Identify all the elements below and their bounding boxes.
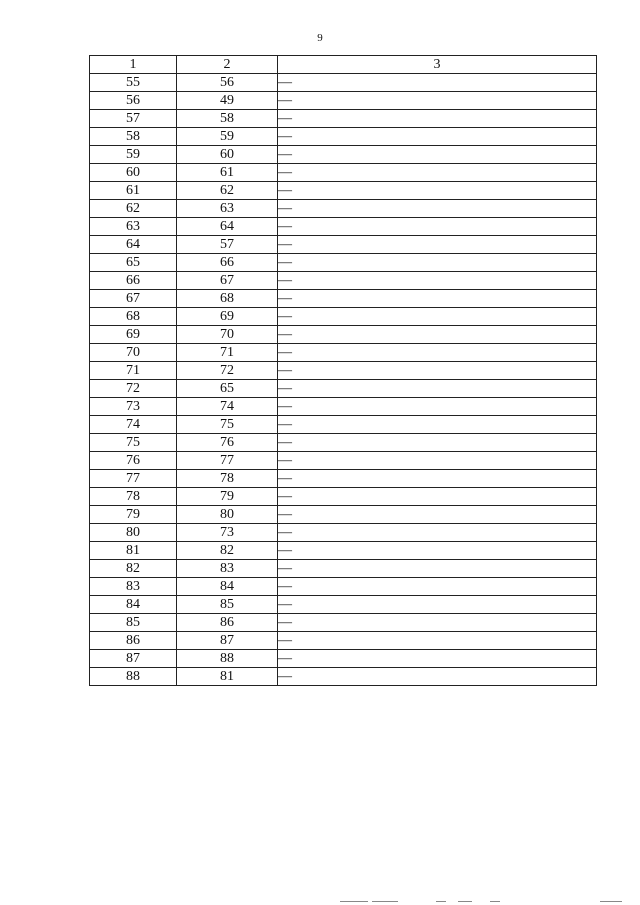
table-cell-col-2: 75	[177, 416, 278, 434]
table-cell-col-3: —	[278, 272, 597, 290]
table-row	[90, 290, 597, 308]
table-cell-col-3: —	[278, 470, 597, 488]
table-row	[90, 506, 597, 524]
table-row	[90, 596, 597, 614]
table-cell-col-1: 64	[90, 236, 177, 254]
table-cell-col-1: 73	[90, 398, 177, 416]
table-row	[90, 614, 597, 632]
table-row	[90, 452, 597, 470]
table-cell-col-1: 70	[90, 344, 177, 362]
table-cell-col-3: —	[278, 200, 597, 218]
table-cell-col-2: 61	[177, 164, 278, 182]
table-cell-col-2: 56	[177, 74, 278, 92]
table-cell-col-2: 83	[177, 560, 278, 578]
table-cell-col-2: 74	[177, 398, 278, 416]
table-cell-col-3: —	[278, 452, 597, 470]
table-cell-col-3: —	[278, 110, 597, 128]
table-cell-col-1: 60	[90, 164, 177, 182]
table-row	[90, 362, 597, 380]
table-cell-col-1: 82	[90, 560, 177, 578]
table-cell-col-2: 77	[177, 452, 278, 470]
table-row	[90, 470, 597, 488]
table-row	[90, 380, 597, 398]
table-cell-col-1: 63	[90, 218, 177, 236]
table-cell-col-1: 71	[90, 362, 177, 380]
table-row	[90, 164, 597, 182]
table-cell-col-2: 84	[177, 578, 278, 596]
table-cell-col-3: —	[278, 308, 597, 326]
table-row	[90, 488, 597, 506]
table-cell-col-1: 78	[90, 488, 177, 506]
table-cell-col-1: 72	[90, 380, 177, 398]
table-cell-col-2: 73	[177, 524, 278, 542]
table-cell-col-2: 69	[177, 308, 278, 326]
table-cell-col-1: 87	[90, 650, 177, 668]
table-cell-col-2: 79	[177, 488, 278, 506]
table-cell-col-2: 65	[177, 380, 278, 398]
table-cell-col-3: —	[278, 254, 597, 272]
table-cell-col-2: 88	[177, 650, 278, 668]
table-row	[90, 308, 597, 326]
table-cell-col-1: 81	[90, 542, 177, 560]
table-cell-col-3: —	[278, 524, 597, 542]
table-row	[90, 578, 597, 596]
table-cell-col-3: —	[278, 542, 597, 560]
table-cell-col-2: 62	[177, 182, 278, 200]
table-cell-col-1: 59	[90, 146, 177, 164]
table-cell-col-3: —	[278, 146, 597, 164]
table-cell-col-1: 62	[90, 200, 177, 218]
table-row	[90, 236, 597, 254]
table-cell-col-2: 64	[177, 218, 278, 236]
table-row	[90, 272, 597, 290]
table-cell-col-1: 85	[90, 614, 177, 632]
table-cell-col-3: —	[278, 128, 597, 146]
table-cell-col-1: 83	[90, 578, 177, 596]
table-cell-col-1: 69	[90, 326, 177, 344]
scan-artifact	[340, 901, 368, 902]
table-cell-col-1: 75	[90, 434, 177, 452]
table-cell-col-2: 82	[177, 542, 278, 560]
table-cell-col-3: —	[278, 92, 597, 110]
table-row	[90, 434, 597, 452]
table-cell-col-2: 59	[177, 128, 278, 146]
page-number: 9	[317, 32, 323, 44]
table-cell-col-1: 68	[90, 308, 177, 326]
table-cell-col-3: —	[278, 74, 597, 92]
table-cell-col-2: 80	[177, 506, 278, 524]
scan-artifact	[458, 901, 472, 902]
table-row	[90, 416, 597, 434]
table-row	[90, 218, 597, 236]
scan-artifact	[490, 901, 500, 902]
data-table	[89, 55, 597, 686]
table-cell-col-3: —	[278, 632, 597, 650]
table-row	[90, 110, 597, 128]
table-row	[90, 92, 597, 110]
table-row	[90, 668, 597, 686]
table-cell-col-2: 81	[177, 668, 278, 686]
table-cell-col-3: —	[278, 164, 597, 182]
table-row	[90, 326, 597, 344]
table-cell-col-1: 77	[90, 470, 177, 488]
table-cell-col-3: —	[278, 380, 597, 398]
table-cell-col-2: 72	[177, 362, 278, 380]
table-cell-col-3: —	[278, 596, 597, 614]
table-cell-col-2: 71	[177, 344, 278, 362]
table-cell-col-2: 67	[177, 272, 278, 290]
table-cell-col-1: 67	[90, 290, 177, 308]
table-header-row	[90, 56, 597, 74]
column-header-2: 2	[177, 56, 278, 74]
table-row	[90, 128, 597, 146]
table-cell-col-3: —	[278, 614, 597, 632]
column-header-3: 3	[278, 56, 597, 74]
table-cell-col-1: 56	[90, 92, 177, 110]
table-cell-col-3: —	[278, 560, 597, 578]
table-cell-col-3: —	[278, 362, 597, 380]
table-cell-col-1: 79	[90, 506, 177, 524]
table-row	[90, 560, 597, 578]
scan-artifact	[436, 901, 446, 902]
table-cell-col-3: —	[278, 416, 597, 434]
table-cell-col-3: —	[278, 236, 597, 254]
table-cell-col-1: 61	[90, 182, 177, 200]
table-cell-col-2: 87	[177, 632, 278, 650]
table-cell-col-2: 57	[177, 236, 278, 254]
table-cell-col-1: 76	[90, 452, 177, 470]
table-cell-col-1: 58	[90, 128, 177, 146]
table-cell-col-3: —	[278, 434, 597, 452]
table-cell-col-1: 86	[90, 632, 177, 650]
table-cell-col-2: 68	[177, 290, 278, 308]
table-cell-col-2: 66	[177, 254, 278, 272]
table-cell-col-1: 55	[90, 74, 177, 92]
table-cell-col-2: 60	[177, 146, 278, 164]
table-cell-col-2: 76	[177, 434, 278, 452]
table-cell-col-2: 85	[177, 596, 278, 614]
table-cell-col-2: 49	[177, 92, 278, 110]
table-cell-col-3: —	[278, 398, 597, 416]
scan-artifact	[600, 901, 622, 902]
table-cell-col-1: 88	[90, 668, 177, 686]
table-cell-col-1: 84	[90, 596, 177, 614]
table-row	[90, 344, 597, 362]
table-row	[90, 524, 597, 542]
table-cell-col-1: 57	[90, 110, 177, 128]
table-row	[90, 200, 597, 218]
table-row	[90, 146, 597, 164]
table-cell-col-3: —	[278, 668, 597, 686]
table-row	[90, 650, 597, 668]
table-cell-col-1: 65	[90, 254, 177, 272]
table-row	[90, 398, 597, 416]
table-cell-col-3: —	[278, 290, 597, 308]
table-cell-col-2: 58	[177, 110, 278, 128]
table-cell-col-3: —	[278, 578, 597, 596]
table-cell-col-3: —	[278, 650, 597, 668]
table-row	[90, 542, 597, 560]
table-cell-col-2: 78	[177, 470, 278, 488]
table-cell-col-1: 66	[90, 272, 177, 290]
table-cell-col-3: —	[278, 326, 597, 344]
table-cell-col-3: —	[278, 506, 597, 524]
table-cell-col-2: 70	[177, 326, 278, 344]
table-cell-col-3: —	[278, 344, 597, 362]
table-cell-col-2: 86	[177, 614, 278, 632]
table-cell-col-3: —	[278, 182, 597, 200]
table-body	[90, 74, 597, 686]
table-cell-col-1: 74	[90, 416, 177, 434]
table-cell-col-3: —	[278, 488, 597, 506]
table-row	[90, 182, 597, 200]
table-cell-col-3: —	[278, 218, 597, 236]
table-cell-col-2: 63	[177, 200, 278, 218]
table-row	[90, 632, 597, 650]
scan-artifact	[372, 901, 398, 902]
table-row	[90, 254, 597, 272]
table-row	[90, 74, 597, 92]
table-cell-col-1: 80	[90, 524, 177, 542]
column-header-1: 1	[90, 56, 177, 74]
